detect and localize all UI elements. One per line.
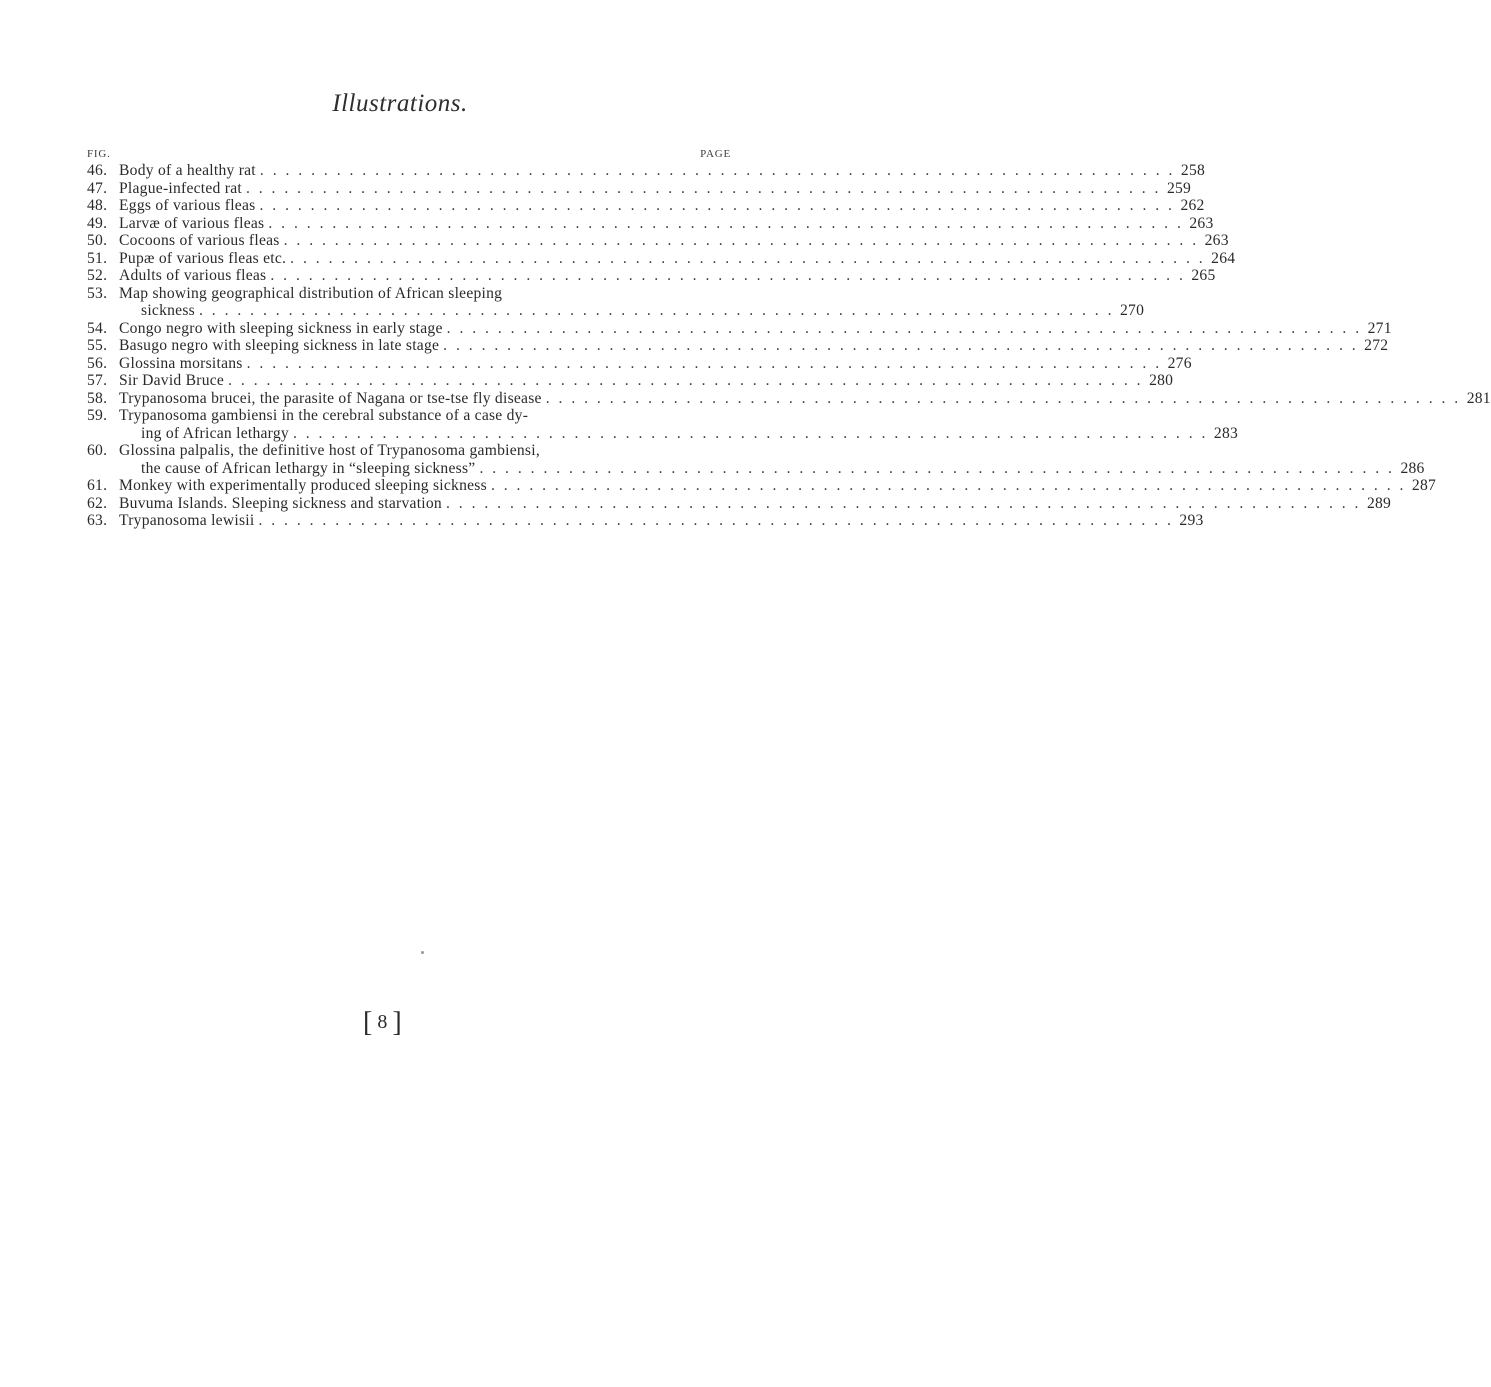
entry-line (119, 477, 1437, 495)
dot-leader: . . . . . . . . . . . . . . . . . . . . . . . . . . . . . . . . . . . . . . . . . . . . . . . . . . . . . . . . . . . . . . . . . . . . . . . . (446, 319, 1362, 337)
entry-line (119, 179, 1192, 198)
figure-number: 60. (87, 442, 108, 459)
entry-line (119, 354, 1192, 373)
page-ref: 271 (1367, 319, 1392, 337)
entry-caption: Buvuma Islands. Sleeping sickness and starvation (119, 494, 442, 512)
figure-number: 51. (87, 249, 108, 267)
list-item (87, 284, 1145, 320)
entry-body (119, 512, 1204, 530)
dot-leader: . . . . . . . . . . . . . . . . . . . . . . . . . . . . . . . . . . . . . . . . . . . . . . . . . . . . . . . . . . . . . . . . . . . . . . . . (270, 267, 1186, 284)
dot-leader: . . . . . . . . . . . . . . . . . . . . . . . . . . . . . . . . . . . . . . . . . . . . . . . . . . . . . . . . . . . . . . . . . . . . . . . . (258, 512, 1174, 529)
entry-body (119, 407, 1239, 442)
list-header (87, 146, 731, 162)
list-item (87, 179, 1192, 198)
entry-caption: Cocoons of various fleas (119, 232, 280, 249)
entry-caption: Plague-infected rat (119, 179, 242, 197)
list-item (87, 477, 1437, 495)
entry-caption: Glossina palpalis, the definitive host of Trypanosoma gambiensi, (119, 442, 540, 459)
page-ref: 287 (1411, 477, 1437, 494)
entry-line (119, 285, 731, 303)
page-ref: 280 (1149, 372, 1174, 389)
entry-line (119, 267, 1216, 285)
page-ref: 293 (1179, 512, 1204, 529)
dot-leader: . . . . . . . . . . . . . . . . . . . . . . . . . . . . . . . . . . . . . . . . . . . . . . . . . . . . . . . . . . . . . . . . . . . . . . . . (259, 162, 1175, 179)
entry-caption: the cause of African lethargy in “sleeping sickness” (141, 459, 476, 477)
entry-caption: Eggs of various fleas (119, 197, 256, 214)
entry-line (119, 442, 731, 460)
figure-number: 57. (87, 372, 108, 389)
figure-number: 58. (87, 389, 108, 407)
entry-body (119, 267, 1216, 285)
entry-caption: sickness (141, 302, 195, 319)
entry-caption: Trypanosoma brucei, the parasite of Nagana or tse-tse fly disease (119, 389, 542, 407)
figure-number: 54. (87, 319, 108, 337)
entry-line (119, 319, 1392, 338)
dot-leader: . . . . . . . . . . . . . . . . . . . . . . . . . . . . . . . . . . . . . . . . . . . . . . . . . . . . . . . . . . . . . . . . . . . . . . . . (479, 459, 1395, 477)
entry-caption: Trypanosoma lewisii (119, 512, 255, 529)
figure-number: 55. (87, 337, 108, 354)
dot-leader: . . . . . . . . . . . . . . . . . . . . . . . . . . . . . . . . . . . . . . . . . . . . . . . . . . . . . . . . . . . . . . . . . . . . . . . . (245, 179, 1161, 197)
list-item (87, 372, 1174, 390)
figure-number: 56. (87, 354, 108, 372)
entry-line (119, 232, 1229, 250)
entry-line (119, 214, 1214, 233)
dot-leader: . . . . . . . . . . . . . . . . . . . . . . . . . . . . . . . . . . . . . . . . . . . . . . . . . . . . . . . . . . . . . . . . . . . . . . . . (292, 424, 1208, 442)
entry-body (119, 232, 1229, 250)
dot-leader: . . . . . . . . . . . . . . . . . . . . . . . . . . . . . . . . . . . . . . . . . . . . . . . . . . . . . . . . . . . . . . . . . . . . . . . . (268, 214, 1184, 232)
entry-line (119, 302, 1145, 320)
entry-line (119, 459, 1425, 478)
page-ref: 262 (1180, 197, 1205, 214)
entry-caption: Glossina morsitans (119, 354, 243, 372)
entry-line (119, 249, 1236, 268)
list-item (87, 267, 1216, 285)
entry-body (119, 179, 1192, 198)
dot-leader: . . . . . . . . . . . . . . . . . . . . . . . . . . . . . . . . . . . . . . . . . . . . . . . . . . . . . . . . . . . . . . . . . . . . . . . . (490, 477, 1406, 494)
page-ref: 264 (1211, 249, 1236, 267)
figure-number: 49. (87, 214, 108, 232)
dot-leader: . . . . . . . . . . . . . . . . . . . . . . . . . . . . . . . . . . . . . . . . . . . . . . . . . . . . . . . . . . . . . . . . . . . . . . . . (246, 354, 1162, 372)
entry-caption: Trypanosoma gambiensi in the cerebral substance of a case dy- (119, 407, 529, 424)
figure-number: 61. (87, 477, 108, 494)
entry-line (119, 372, 1174, 390)
page-ref: 265 (1191, 267, 1216, 284)
page-ref: 259 (1166, 179, 1192, 197)
page-number-value: 8 (377, 1011, 389, 1033)
entry-caption: Sir David Bruce (119, 372, 225, 389)
entry-body (119, 162, 1206, 180)
entry-body (119, 372, 1174, 390)
ink-speck (421, 951, 424, 954)
entry-line (119, 162, 1206, 180)
dot-leader: . . . . . . . . . . . . . . . . . . . . . . . . . . . . . . . . . . . . . . . . . . . . . . . . . . . . . . . . . . . . . . . . . . . . . . . . (259, 197, 1175, 214)
entry-body (119, 389, 1491, 408)
dot-leader: . . . . . . . . . . . . . . . . . . . . . . . . . . . . . . . . . . . . . . . . . . . . . . . . . . . . . . . . . . . . . . . . . . . . . . . . (290, 249, 1206, 267)
list-item (87, 512, 1204, 530)
figure-number: 47. (87, 179, 108, 197)
bracket-close: ] (392, 1007, 403, 1038)
page-ref: 286 (1400, 459, 1425, 477)
dot-leader: . . . . . . . . . . . . . . . . . . . . . . . . . . . . . . . . . . . . . . . . . . . . . . . . . . . . . . . . . . . . . . . . . . . . . . . . (283, 232, 1199, 249)
figure-number: 48. (87, 197, 108, 214)
bracket-open: [ (363, 1007, 374, 1038)
figure-number: 52. (87, 267, 108, 284)
page-ref: 281 (1466, 389, 1491, 407)
list-item (87, 197, 1205, 215)
list-item (87, 319, 1392, 338)
page-ref: 258 (1180, 162, 1206, 179)
entry-caption: Body of a healthy rat (119, 162, 256, 179)
list-item (87, 337, 1389, 355)
entry-body (119, 354, 1192, 373)
figure-number: 50. (87, 232, 108, 249)
page-ref: 272 (1364, 337, 1389, 354)
entry-line (119, 424, 1239, 443)
list-item (87, 407, 1239, 442)
page-column-header: PAGE (700, 148, 731, 160)
entry-line (119, 197, 1205, 215)
figure-number: 59. (87, 407, 108, 424)
dot-leader: . . . . . . . . . . . . . . . . . . . . . . . . . . . . . . . . . . . . . . . . . . . . . . . . . . . . . . . . . . . . . . . . . . . . . . . . (545, 389, 1461, 407)
dot-leader: . . . . . . . . . . . . . . . . . . . . . . . . . . . . . . . . . . . . . . . . . . . . . . . . . . . . . . . . . . . . . . . . . . . . . . . . (198, 302, 1114, 319)
entries (87, 162, 1491, 530)
list-item (87, 354, 1192, 373)
fig-column-header: FIG. (87, 148, 111, 160)
list-item (87, 232, 1229, 250)
illustrations-list (87, 146, 1491, 530)
list-item (87, 494, 1392, 513)
list-item (87, 389, 1491, 408)
entry-caption: Basugo negro with sleeping sickness in late stage (119, 337, 440, 354)
page-ref: 283 (1213, 424, 1239, 442)
entry-line (119, 494, 1392, 513)
entry-caption: Adults of various fleas (119, 267, 267, 284)
entry-body (119, 284, 1145, 320)
page-title: Illustrations. (332, 90, 468, 117)
entry-caption: Larvæ of various fleas (119, 214, 265, 232)
entry-line (119, 512, 1204, 530)
list-item (87, 214, 1214, 233)
entry-caption: Congo negro with sleeping sickness in early stage (119, 319, 443, 337)
figure-number: 63. (87, 512, 108, 529)
list-item (87, 162, 1206, 180)
list-item (87, 442, 1425, 477)
entry-body (119, 442, 1425, 477)
entry-body (119, 494, 1392, 513)
dot-leader: . . . . . . . . . . . . . . . . . . . . . . . . . . . . . . . . . . . . . . . . . . . . . . . . . . . . . . . . . . . . . . . . . . . . . . . . (228, 372, 1144, 389)
entry-line (119, 389, 1491, 408)
list-item (87, 249, 1236, 268)
page-ref: 289 (1366, 494, 1392, 512)
page-ref: 270 (1119, 302, 1145, 319)
entry-caption: Map showing geographical distribution of African sleeping (119, 284, 503, 302)
entry-caption: Pupæ of various fleas etc. (119, 249, 287, 267)
entry-body (119, 214, 1214, 233)
figure-number: 46. (87, 162, 108, 179)
entry-body (119, 197, 1205, 215)
entry-body (119, 249, 1236, 268)
entry-body (119, 337, 1389, 355)
entry-body (119, 477, 1437, 495)
dot-leader: . . . . . . . . . . . . . . . . . . . . . . . . . . . . . . . . . . . . . . . . . . . . . . . . . . . . . . . . . . . . . . . . . . . . . . . . (443, 337, 1359, 354)
page-ref: 263 (1189, 214, 1214, 232)
entry-caption: ing of African lethargy (141, 424, 289, 442)
figure-number: 53. (87, 284, 108, 302)
entry-line (119, 337, 1389, 355)
figure-number: 62. (87, 494, 108, 512)
page-ref: 263 (1204, 232, 1229, 249)
entry-caption: Monkey with experimentally produced sleeping sickness (119, 477, 487, 494)
page-ref: 276 (1167, 354, 1192, 372)
page-number (363, 1007, 403, 1039)
dot-leader: . . . . . . . . . . . . . . . . . . . . . . . . . . . . . . . . . . . . . . . . . . . . . . . . . . . . . . . . . . . . . . . . . . . . . . . . (445, 494, 1361, 512)
entry-body (119, 319, 1392, 338)
entry-line (119, 407, 731, 425)
